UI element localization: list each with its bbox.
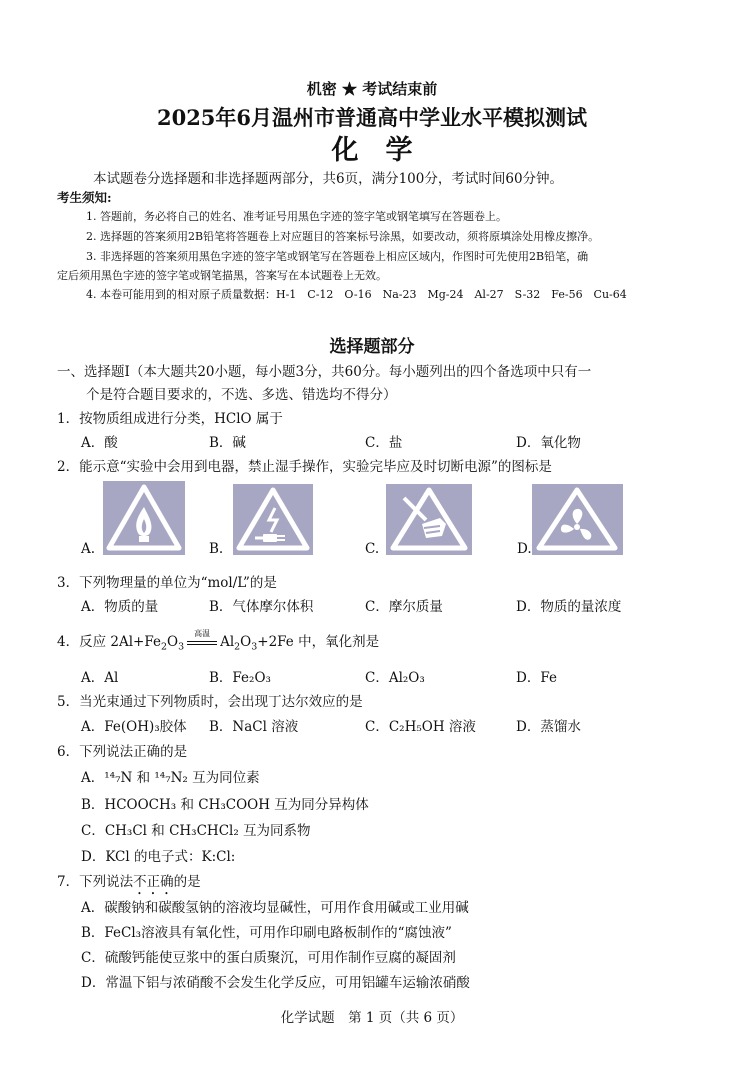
question-1-stem: 1．按物质组成进行分类，HClO 属于	[57, 411, 283, 427]
exam-intro: 本试题卷分选择题和非选择题两部分，共6页，满分100分，考试时间60分钟。	[93, 171, 564, 187]
option-b: B.	[209, 541, 224, 557]
notice-item: 定后须用黑色字迹的签字笔或钢笔描黑，答案写在本试题卷上无效。	[57, 269, 387, 282]
stem-text: O	[166, 634, 179, 650]
hand-wash-icon	[386, 484, 472, 555]
subscript: 3	[251, 641, 258, 653]
exam-title: 2025年6月温州市普通高中学业水平模拟测试	[156, 105, 588, 130]
stem-text: 的是	[173, 874, 201, 890]
option-c: C．硫酸钙能使豆浆中的蛋白质聚沉，可用作制作豆腐的凝固剂	[81, 950, 456, 966]
option-b: B．HCOOCH₃ 和 CH₃COOH 互为同分异构体	[81, 797, 369, 813]
stem-text: 4．反应 2Al+Fe	[57, 634, 161, 650]
notice-item: 3. 非选择题的答案须用黑色字迹的签字笔或钢笔写在答题卷上相应区域内，作图时可先使用2B铅笔，确	[86, 250, 589, 263]
flame-icon	[103, 481, 185, 555]
option-c: C．摩尔质量	[365, 599, 443, 615]
notice-item: 4. 本卷可能用到的相对原子质量数据：H-1 C-12 O-16 Na-23 Mg-24 Al-27 S-32 Fe-56 Cu-64	[86, 288, 627, 301]
option-a: A．Al	[81, 670, 119, 686]
subscript: 3	[178, 641, 185, 653]
notice-item: 2. 选择题的答案须用2B铅笔将答题卷上对应题目的答案标号涂黑，如要改动，须将原填涂处用橡皮擦净。	[86, 230, 600, 243]
option-c: C．CH₃Cl 和 CH₃CHCl₂ 互为同系物	[81, 823, 311, 839]
section-instructions: 个是符合题目要求的，不选、多选、错选均不得分）	[86, 387, 397, 403]
section-title: 选择题部分	[329, 337, 415, 357]
electric-plug-icon	[233, 484, 313, 555]
question-7-stem	[57, 870, 201, 898]
option-b: B．Fe₂O₃	[209, 670, 271, 686]
page-footer: 化学试题 第 1 页（共 6 页）	[280, 1010, 464, 1026]
question-3-stem: 3．下列物理量的单位为“mol/L”的是	[57, 575, 277, 591]
option-d: D．蒸馏水	[516, 719, 581, 735]
option-d: D．Fe	[516, 670, 557, 686]
option-a: A．Fe(OH)₃胶体	[81, 719, 187, 735]
question-4-stem	[57, 630, 379, 653]
option-a: A．酸	[81, 435, 118, 451]
stem-text: 7．下列说法	[57, 874, 134, 890]
option-a: A．碳酸钠和碳酸氢钠的溶液均显碱性，可用作食用碱或工业用碱	[81, 900, 469, 916]
option-c: C．C₂H₅OH 溶液	[365, 719, 476, 735]
stem-text: Al	[220, 634, 235, 650]
stem-text: +2Fe 中，氧化剂是	[257, 634, 380, 650]
subscript: 2	[234, 641, 241, 653]
option-c: C．盐	[365, 435, 403, 451]
option-b: B．FeCl₃溶液具有氧化性，可用作印刷电路板制作的“腐蚀液”	[81, 925, 452, 941]
option-b: B．气体摩尔体积	[209, 599, 314, 615]
option-d: D．常温下铝与浓硝酸不会发生化学反应，可用铝罐车运输浓硝酸	[81, 975, 470, 991]
reaction-equals-sign	[187, 628, 217, 650]
option-a: A.	[81, 541, 96, 557]
question-2-stem: 2．能示意“实验中会用到电器，禁止湿手操作，实验完毕应及时切断电源”的图标是	[57, 459, 552, 475]
option-d: D．物质的量浓度	[516, 599, 622, 615]
reaction-condition: 高温	[194, 628, 211, 638]
option-d: D．KCl 的电子式：K:Cl:	[81, 849, 236, 865]
option-b: B．碱	[209, 435, 246, 451]
confidential-label: 机密 ★ 考试结束前	[306, 80, 438, 98]
subject-title: 化 学	[331, 135, 413, 166]
notice-heading: 考生须知:	[57, 190, 112, 205]
stem-text: O	[240, 634, 252, 650]
option-c: C．Al₂O₃	[365, 670, 425, 686]
option-a: A．¹⁴₇N 和 ¹⁴₇N₂ 互为同位素	[81, 770, 260, 786]
fan-icon	[532, 484, 623, 555]
section-instructions: 一、选择题Ⅰ（本大题共20小题，每小题3分，共60分。每小题列出的四个备选项中只有一	[57, 364, 592, 380]
option-c: C.	[365, 541, 380, 557]
question-6-stem: 6．下列说法正确的是	[57, 744, 188, 760]
emphasized-text: 不正确	[133, 874, 174, 890]
subscript: 2	[160, 641, 167, 653]
notice-item: 1. 答题前，务必将自己的姓名、准考证号用黑色字迹的签字笔或钢笔填写在答题卷上。	[86, 210, 507, 223]
question-5-stem: 5．当光束通过下列物质时，会出现丁达尔效应的是	[57, 694, 363, 710]
option-b: B．NaCl 溶液	[209, 719, 299, 735]
option-d: D．氧化物	[516, 435, 581, 451]
option-a: A．物质的量	[81, 599, 159, 615]
option-d: D.	[517, 541, 532, 557]
